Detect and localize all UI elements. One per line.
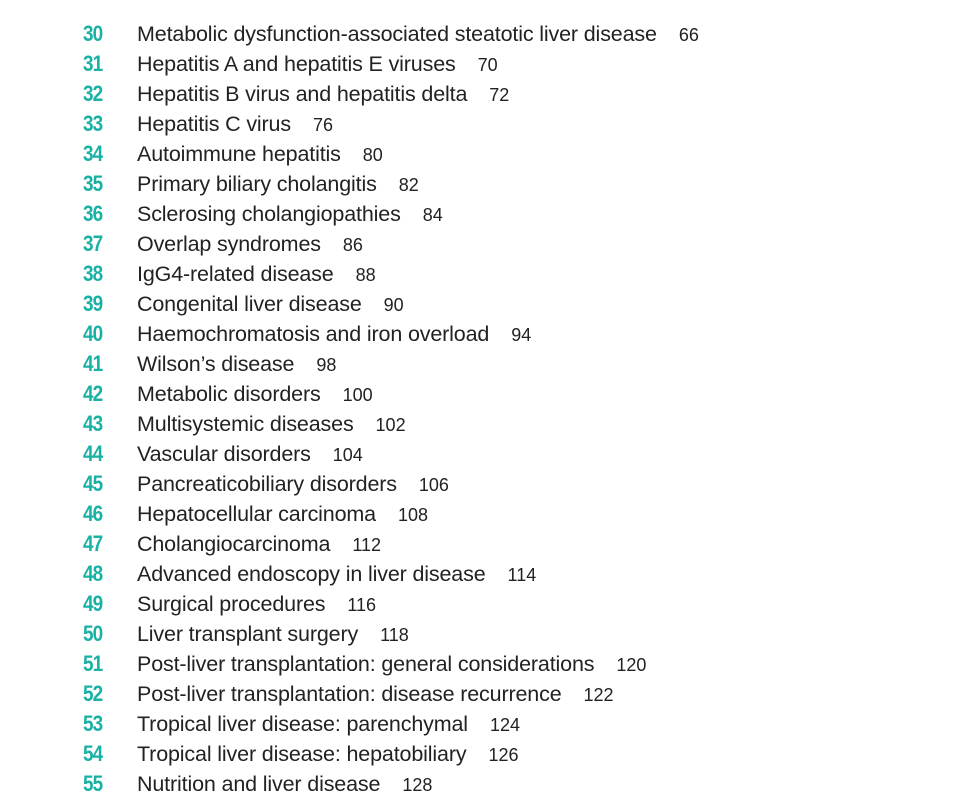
chapter-title: Hepatitis B virus and hepatitis delta	[137, 82, 468, 106]
chapter-title: Metabolic disorders	[137, 382, 321, 406]
chapter-number: 45	[83, 471, 103, 496]
chapter-number: 53	[83, 711, 103, 736]
chapter-number: 55	[83, 771, 103, 796]
page-number: 82	[398, 175, 419, 195]
toc-entry[interactable]	[0, 739, 957, 769]
chapter-number: 42	[83, 381, 103, 406]
chapter-number: 43	[83, 411, 103, 436]
page-number: 76	[312, 115, 333, 135]
chapter-number: 44	[83, 441, 103, 466]
chapter-title: Metabolic dysfunction-associated steatotic liver disease	[137, 22, 657, 46]
chapter-title: Cholangiocarcinoma	[137, 532, 331, 556]
chapter-number: 37	[83, 231, 103, 256]
toc-entry[interactable]	[0, 559, 957, 589]
chapter-title: Nutrition and liver disease	[137, 772, 381, 796]
toc-entry[interactable]	[0, 469, 957, 499]
page-number: 106	[418, 475, 449, 495]
chapter-title: Vascular disorders	[137, 442, 311, 466]
page-number: 98	[316, 355, 337, 375]
chapter-title: Advanced endoscopy in liver disease	[137, 562, 486, 586]
chapter-number: 54	[83, 741, 103, 766]
toc-entry[interactable]	[0, 229, 957, 259]
chapter-title: Overlap syndromes	[137, 232, 321, 256]
chapter-number: 50	[83, 621, 103, 646]
page-number: 80	[362, 145, 383, 165]
toc-entry[interactable]	[0, 139, 957, 169]
page-number: 84	[422, 205, 443, 225]
chapter-title: Tropical liver disease: hepatobiliary	[137, 742, 467, 766]
chapter-number: 35	[83, 171, 103, 196]
page-number: 122	[583, 685, 614, 705]
chapter-number: 40	[83, 321, 103, 346]
toc-entry[interactable]	[0, 199, 957, 229]
page-number: 116	[347, 595, 377, 615]
toc-entry[interactable]	[0, 349, 957, 379]
toc-entry[interactable]	[0, 109, 957, 139]
chapter-title: Surgical procedures	[137, 592, 326, 616]
page-number: 90	[383, 295, 404, 315]
toc-entry[interactable]	[0, 19, 957, 49]
chapter-number: 41	[83, 351, 103, 376]
toc-entry[interactable]	[0, 319, 957, 349]
chapter-title: Sclerosing cholangiopathies	[137, 202, 401, 226]
table-of-contents	[0, 19, 957, 799]
chapter-number: 52	[83, 681, 103, 706]
toc-entry[interactable]	[0, 289, 957, 319]
toc-entry[interactable]	[0, 529, 957, 559]
page-number: 112	[352, 535, 382, 555]
toc-entry[interactable]	[0, 769, 957, 799]
chapter-title: IgG4-related disease	[137, 262, 334, 286]
chapter-number: 49	[83, 591, 103, 616]
chapter-number: 38	[83, 261, 103, 286]
page-number: 108	[398, 505, 429, 525]
chapter-title: Hepatitis A and hepatitis E viruses	[137, 52, 456, 76]
toc-entry[interactable]	[0, 79, 957, 109]
toc-entry[interactable]	[0, 409, 957, 439]
chapter-title: Primary biliary cholangitis	[137, 172, 377, 196]
page-number: 70	[477, 55, 498, 75]
chapter-number: 32	[83, 81, 103, 106]
chapter-number: 51	[83, 651, 103, 676]
page-number: 126	[488, 745, 519, 765]
toc-entry[interactable]	[0, 619, 957, 649]
chapter-number: 39	[83, 291, 103, 316]
toc-entry[interactable]	[0, 439, 957, 469]
chapter-number: 33	[83, 111, 103, 136]
chapter-title: Autoimmune hepatitis	[137, 142, 341, 166]
toc-entry[interactable]	[0, 589, 957, 619]
page-number: 124	[489, 715, 520, 735]
chapter-title: Hepatitis C virus	[137, 112, 291, 136]
chapter-title: Liver transplant surgery	[137, 622, 359, 646]
page-number: 114	[507, 565, 537, 585]
chapter-number: 47	[83, 531, 103, 556]
toc-entry[interactable]	[0, 649, 957, 679]
chapter-title: Pancreaticobiliary disorders	[137, 472, 397, 496]
chapter-title: Tropical liver disease: parenchymal	[137, 712, 468, 736]
chapter-title: Post-liver transplantation: disease recurrence	[137, 682, 562, 706]
chapter-number: 31	[83, 51, 103, 76]
chapter-title: Hepatocellular carcinoma	[137, 502, 376, 526]
page-number: 128	[402, 775, 433, 795]
chapter-number: 36	[83, 201, 103, 226]
page-number: 86	[342, 235, 363, 255]
toc-entry[interactable]	[0, 709, 957, 739]
page-number: 66	[678, 25, 699, 45]
page-number: 120	[616, 655, 647, 675]
toc-entry[interactable]	[0, 499, 957, 529]
chapter-number: 48	[83, 561, 103, 586]
chapter-title: Congenital liver disease	[137, 292, 362, 316]
page-number: 72	[489, 85, 510, 105]
chapter-number: 30	[83, 21, 103, 46]
chapter-number: 46	[83, 501, 103, 526]
page-number: 88	[355, 265, 376, 285]
page-number: 102	[375, 415, 406, 435]
page-number: 118	[380, 625, 409, 645]
chapter-number: 34	[83, 141, 103, 166]
toc-entry[interactable]	[0, 49, 957, 79]
chapter-title: Wilson’s disease	[137, 352, 295, 376]
toc-entry[interactable]	[0, 259, 957, 289]
page-number: 104	[332, 445, 363, 465]
chapter-title: Haemochromatosis and iron overload	[137, 322, 490, 346]
chapter-title: Post-liver transplantation: general considerations	[137, 652, 595, 676]
toc-entry[interactable]	[0, 679, 957, 709]
toc-entry[interactable]	[0, 169, 957, 199]
page-number: 94	[511, 325, 532, 345]
page-number: 100	[342, 385, 373, 405]
toc-entry[interactable]	[0, 379, 957, 409]
chapter-title: Multisystemic diseases	[137, 412, 354, 436]
